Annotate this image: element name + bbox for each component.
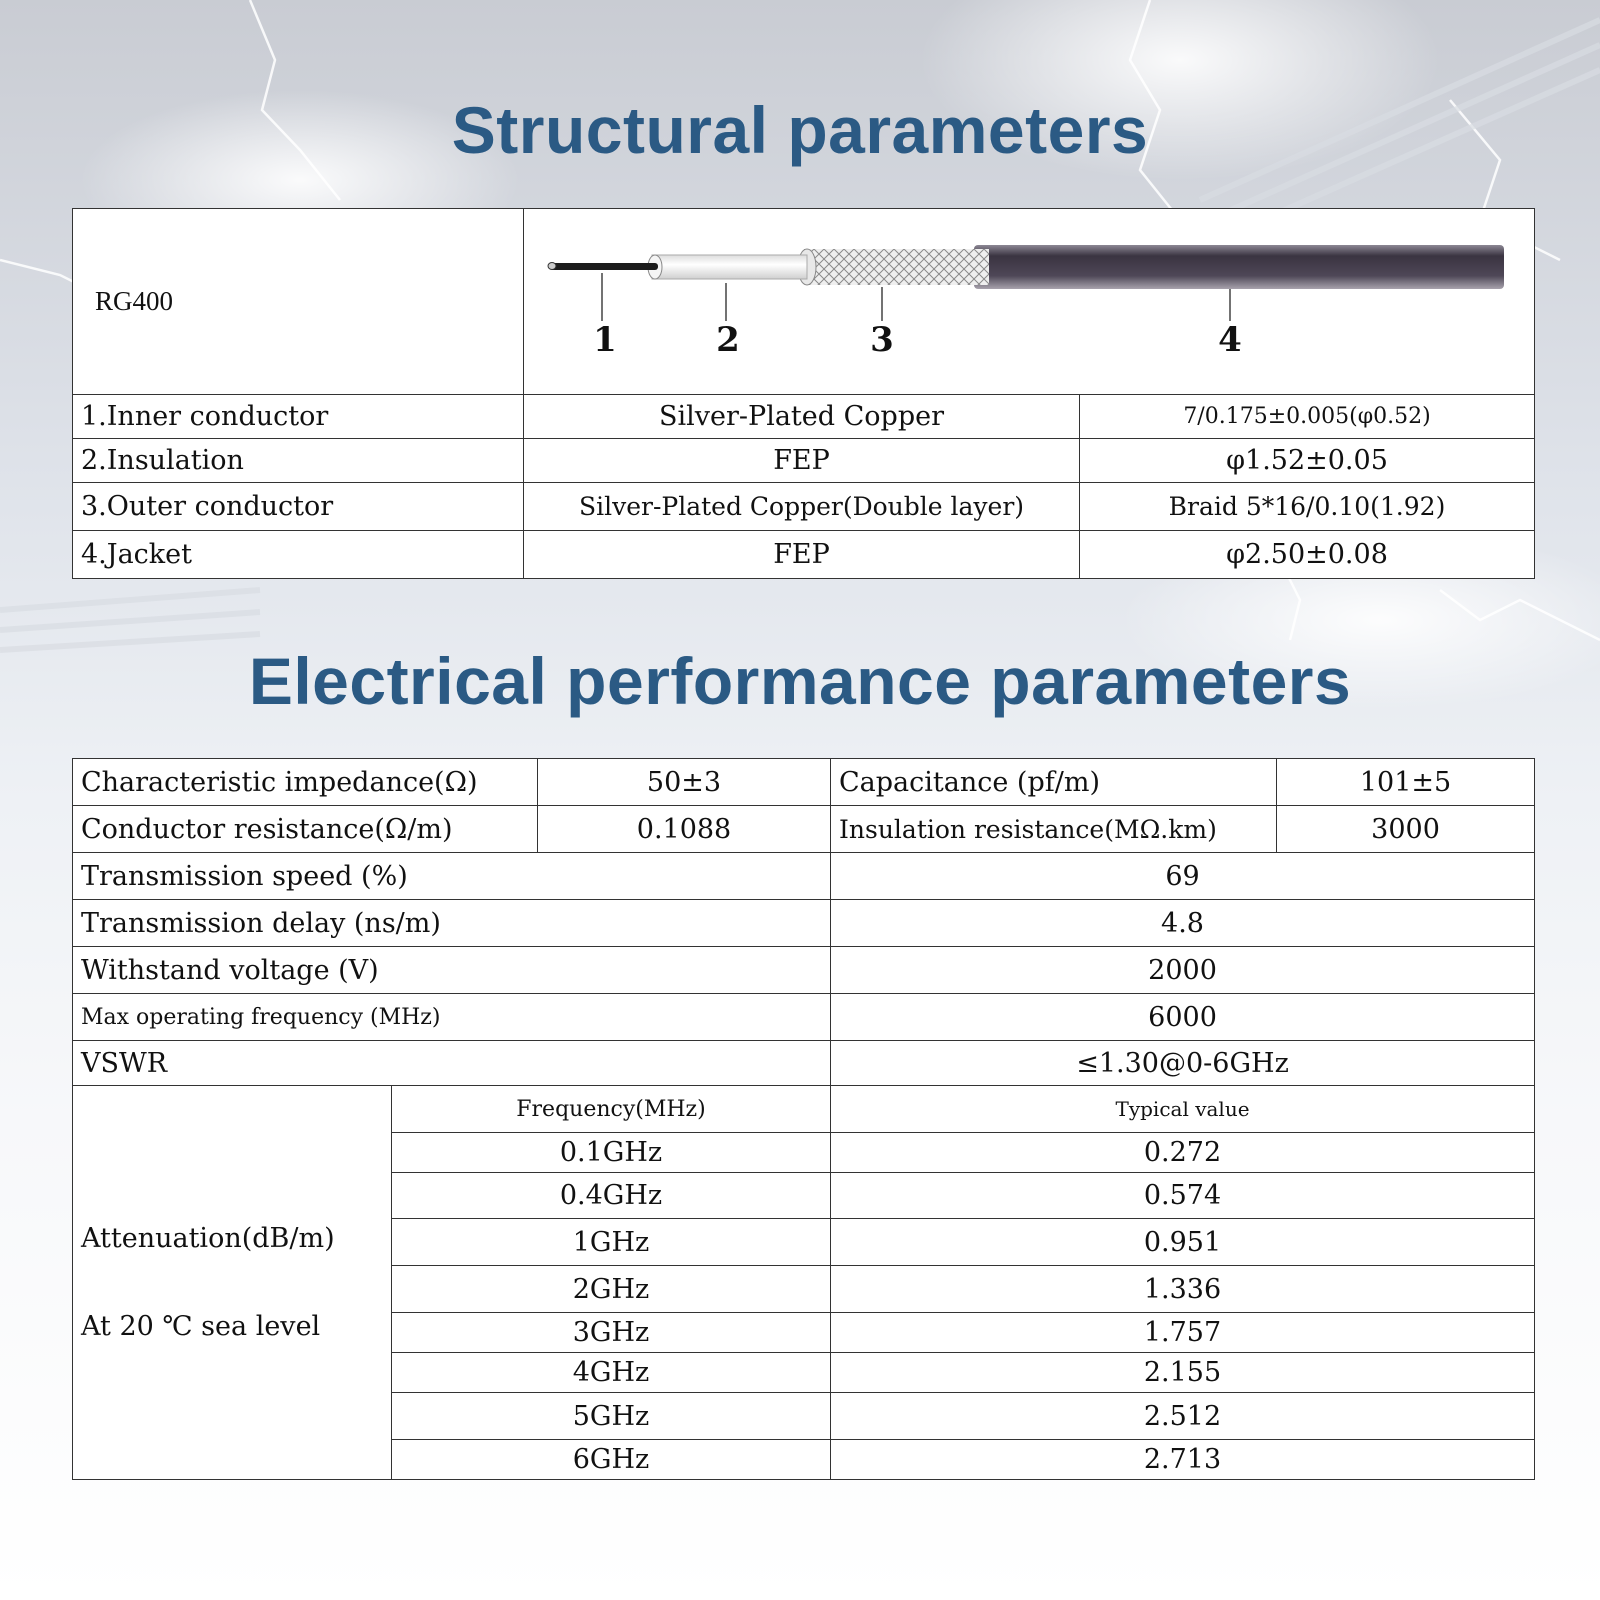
max-frequency-label: Max operating frequency (MHz) — [73, 994, 831, 1041]
structure-spec: Braid 5*16/0.10(1.92) — [1080, 483, 1535, 531]
capacitance-value: 101±5 — [1277, 759, 1535, 806]
structure-row-inner-conductor — [73, 395, 1535, 439]
attenuation-value: 2.512 — [831, 1393, 1535, 1440]
structural-parameters-title: Structural parameters — [451, 93, 1149, 167]
attenuation-frequency: 0.4GHz — [392, 1173, 831, 1219]
structure-row-insulation — [73, 439, 1535, 483]
impedance-label: Characteristic impedance(Ω) — [73, 759, 538, 806]
coax-cable-diagram — [524, 209, 1534, 387]
transmission-delay-value: 4.8 — [831, 900, 1535, 947]
structure-material: Silver-Plated Copper(Double layer) — [524, 483, 1080, 531]
typical-value-header: Typical value — [831, 1086, 1535, 1133]
inner-conductor-tip — [548, 263, 556, 270]
structure-name: 3.Outer conductor — [73, 483, 524, 531]
capacitance-label: Capacitance (pf/m) — [831, 759, 1277, 806]
frequency-header: Frequency(MHz) — [392, 1086, 831, 1133]
attenuation-frequency: 0.1GHz — [392, 1133, 831, 1173]
transmission-speed-value: 69 — [831, 853, 1535, 900]
jacket-layer — [974, 245, 1504, 289]
attenuation-frequency: 5GHz — [392, 1393, 831, 1440]
callout-2: 2 — [716, 320, 740, 360]
attenuation-frequency: 2GHz — [392, 1266, 831, 1313]
vswr-value: ≤1.30@0-6GHz — [831, 1041, 1535, 1086]
attenuation-value: 0.951 — [831, 1219, 1535, 1266]
structure-material: FEP — [524, 531, 1080, 579]
electrical-pair-row — [73, 759, 1535, 806]
braid-pattern — [804, 249, 989, 285]
attenuation-value: 1.757 — [831, 1313, 1535, 1353]
attenuation-header-row — [73, 1086, 1535, 1133]
electrical-row-transmission-delay — [73, 900, 1535, 947]
structure-name: 2.Insulation — [73, 439, 524, 483]
vswr-label: VSWR — [73, 1041, 831, 1086]
electrical-parameters-title: Electrical performance parameters — [248, 644, 1352, 718]
insulation-resistance-value: 3000 — [1277, 806, 1535, 853]
attenuation-frequency: 4GHz — [392, 1353, 831, 1393]
electrical-row-max-frequency — [73, 994, 1535, 1041]
structure-name: 4.Jacket — [73, 531, 524, 579]
max-frequency-value: 6000 — [831, 994, 1535, 1041]
structure-row-outer-conductor — [73, 483, 1535, 531]
attenuation-value: 2.713 — [831, 1440, 1535, 1480]
structural-parameters-table — [72, 208, 1535, 579]
electrical-parameters-table — [72, 758, 1535, 1480]
impedance-value: 50±3 — [538, 759, 831, 806]
electrical-row-transmission-speed — [73, 853, 1535, 900]
transmission-delay-label: Transmission delay (ns/m) — [73, 900, 831, 947]
structure-name: 1.Inner conductor — [73, 395, 524, 439]
callout-4: 4 — [1218, 320, 1242, 360]
transmission-speed-label: Transmission speed (%) — [73, 853, 831, 900]
structure-spec: 7/0.175±0.005(φ0.52) — [1080, 395, 1535, 439]
cable-structure-diagram-cell — [524, 209, 1535, 395]
attenuation-value: 0.574 — [831, 1173, 1535, 1219]
inner-conductor — [550, 263, 658, 270]
conductor-resistance-value: 0.1088 — [538, 806, 831, 853]
cable-header-row — [73, 209, 1535, 395]
attenuation-frequency: 1GHz — [392, 1219, 831, 1266]
withstand-voltage-label: Withstand voltage (V) — [73, 947, 831, 994]
electrical-row-withstand-voltage — [73, 947, 1535, 994]
structure-row-jacket — [73, 531, 1535, 579]
structure-material: FEP — [524, 439, 1080, 483]
attenuation-label: Attenuation(dB/m) — [81, 1222, 335, 1254]
structure-spec: φ2.50±0.08 — [1080, 531, 1535, 579]
insulation-resistance-label: Insulation resistance(MΩ.km) — [831, 806, 1277, 853]
structure-spec: φ1.52±0.05 — [1080, 439, 1535, 483]
attenuation-frequency: 3GHz — [392, 1313, 831, 1353]
attenuation-value: 1.336 — [831, 1266, 1535, 1313]
conductor-resistance-label: Conductor resistance(Ω/m) — [73, 806, 538, 853]
insulation-layer — [652, 255, 807, 279]
attenuation-label-cell — [73, 1086, 392, 1480]
electrical-row-vswr — [73, 1041, 1535, 1086]
cable-model: RG400 — [73, 209, 524, 395]
attenuation-value: 0.272 — [831, 1133, 1535, 1173]
attenuation-frequency: 6GHz — [392, 1440, 831, 1480]
callout-1: 1 — [593, 320, 617, 360]
attenuation-condition: At 20 ℃ sea level — [81, 1310, 321, 1342]
withstand-voltage-value: 2000 — [831, 947, 1535, 994]
attenuation-value: 2.155 — [831, 1353, 1535, 1393]
electrical-pair-row — [73, 806, 1535, 853]
structure-material: Silver-Plated Copper — [524, 395, 1080, 439]
callout-3: 3 — [870, 320, 894, 360]
